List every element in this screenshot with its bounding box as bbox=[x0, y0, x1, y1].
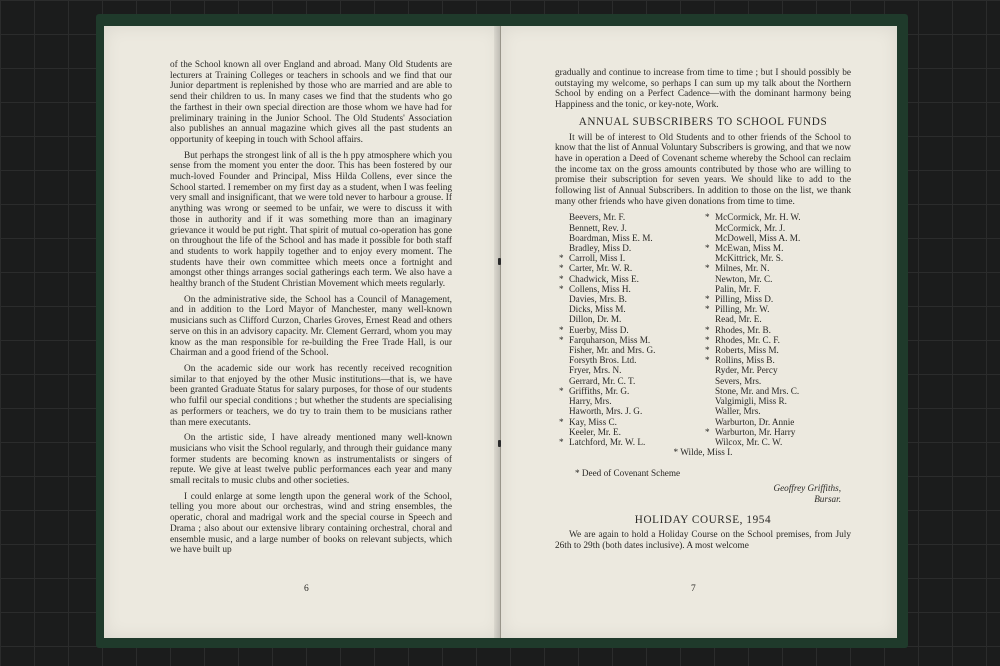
subscriber-name: Harry, Mrs. bbox=[569, 396, 612, 407]
subscriber-name: Read, Mr. E. bbox=[715, 314, 762, 325]
subscriber-name: Severs, Mrs. bbox=[715, 375, 762, 386]
subscriber-entry bbox=[705, 212, 845, 222]
subscriber-name: Forsyth Bros. Ltd. bbox=[569, 355, 637, 366]
subscriber-name: Gerrard, Mr. C. T. bbox=[569, 375, 636, 386]
covenant-star: * bbox=[559, 263, 564, 274]
covenant-star: * bbox=[559, 253, 564, 264]
left-paragraph: On the academic side our work has recently received recognition similar to that enjoyed by the other Music institutions—that is, we have been granted Graduate Status for salary purposes, for those of our students who fulfil our special conditions ; but whether the students are specialising as performers or teachers, we do try to train them to be musicians rather than mere executants. bbox=[170, 363, 452, 428]
subscriber-name: Waller, Mrs. bbox=[715, 406, 761, 417]
subscriber-entry bbox=[559, 304, 705, 314]
subscriber-entry bbox=[705, 417, 845, 427]
subscriber-entry bbox=[705, 335, 845, 345]
left-paragraph: On the artistic side, I have already mentioned many well-known musicians who visit the School regularly, and through their guidance many former students are becoming known as instrumentalists or singers of repute. We give at least twelve public performances each year and many small recitals to music clubs and other societies. bbox=[170, 433, 452, 487]
subscriber-entry bbox=[559, 386, 705, 396]
subscriber-entry bbox=[559, 253, 705, 263]
covenant-star: * bbox=[705, 263, 710, 274]
covenant-star: * bbox=[705, 304, 710, 315]
subscriber-entry bbox=[705, 437, 845, 447]
right-page-text bbox=[555, 68, 851, 557]
subscriber-entry bbox=[705, 243, 845, 253]
subscriber-entry bbox=[705, 253, 845, 263]
subscriber-name: Ryder, Mr. Percy bbox=[715, 365, 778, 376]
subscriber-name: Griffiths, Mr. G. bbox=[569, 385, 630, 396]
subscriber-name: Fisher, Mr. and Mrs. G. bbox=[569, 345, 656, 356]
subscriber-name: McCormick, Mr. J. bbox=[715, 222, 786, 233]
subscriber-entry bbox=[705, 263, 845, 273]
subscriber-entry bbox=[559, 417, 705, 427]
page-number: 6 bbox=[304, 584, 309, 594]
subscriber-lists bbox=[555, 212, 851, 447]
subscriber-entry bbox=[705, 355, 845, 365]
subscriber-wilde: * Wilde, Miss I. bbox=[673, 447, 733, 458]
subscriber-name: Carter, Mr. W. R. bbox=[569, 263, 633, 274]
subscriber-entry bbox=[559, 335, 705, 345]
subscriber-name: Roberts, Miss M. bbox=[715, 345, 779, 356]
subscriber-name: Valgimigli, Miss R. bbox=[715, 396, 787, 407]
subscriber-name: Kay, Miss C. bbox=[569, 416, 617, 427]
subscriber-name: Collens, Miss H. bbox=[569, 283, 631, 294]
subscriber-entry bbox=[559, 365, 705, 375]
subscriber-name: Latchford, Mr. W. L. bbox=[569, 436, 646, 447]
subscriber-entry bbox=[559, 345, 705, 355]
subscriber-name: Euerby, Miss D. bbox=[569, 324, 629, 335]
left-page-text bbox=[170, 60, 452, 561]
covenant-star: * bbox=[705, 426, 710, 437]
subscriber-entry bbox=[559, 376, 705, 386]
subscriber-entry bbox=[705, 406, 845, 416]
subscriber-name: Haworth, Mrs. J. G. bbox=[569, 406, 643, 417]
subscriber-entry bbox=[559, 294, 705, 304]
subscriber-list-right bbox=[705, 212, 845, 447]
subscriber-name: Rhodes, Mr. C. F. bbox=[715, 334, 780, 345]
subscriber-name: Warburton, Mr. Harry bbox=[715, 426, 796, 437]
covenant-star: * bbox=[559, 273, 564, 284]
subscriber-entry bbox=[705, 427, 845, 437]
subscriber-entry bbox=[705, 365, 845, 375]
subscriber-entry bbox=[559, 396, 705, 406]
subscriber-name: Dicks, Miss M. bbox=[569, 304, 626, 315]
covenant-star: * bbox=[559, 416, 564, 427]
left-paragraph: of the School known all over England and abroad. Many Old Students are lecturers at Training Colleges or teachers in schools and we find that our Junior department is replenished by those who are married and are able to send their children to us. In many cases we find that the students who go the farthest in their own special direction are those whom we have had for preliminary training in the Junior School. The Old Students' Association also publishes an annual magazine which gives all the past students an opportunity of keeping in touch with School affairs. bbox=[170, 60, 452, 145]
covenant-star: * bbox=[559, 324, 564, 335]
covenant-star: * bbox=[705, 212, 710, 223]
subscriber-name: Bennett, Rev. J. bbox=[569, 222, 627, 233]
subscriber-name: Stone, Mr. and Mrs. C. bbox=[715, 385, 800, 396]
left-paragraph: On the administrative side, the School has a Council of Management, and in addition to the Lord Mayor of Manchester, many well-known musicians such as Clifford Curzon, Charles Groves, Ernest Read and others serve on this in an advisory capacity. Mr. Clement Gerrard, whom you may know as the man responsible for re-building the Free Trade Hall, is our Chairman and a good friend of the School. bbox=[170, 294, 452, 359]
subscriber-name: Dillon, Dr. M. bbox=[569, 314, 622, 325]
subscriber-name: McDowell, Miss A. M. bbox=[715, 232, 801, 243]
signature-title: Bursar. bbox=[814, 493, 841, 504]
subscriber-name: Pilling, Mr. W. bbox=[715, 304, 770, 315]
page-number: 7 bbox=[691, 584, 696, 594]
subscriber-entry bbox=[705, 304, 845, 314]
subscriber-entry bbox=[705, 376, 845, 386]
subscriber-name: Fryer, Mrs. N. bbox=[569, 365, 622, 376]
subscriber-entry bbox=[559, 212, 705, 222]
subscriber-name: Keeler, Mr. E. bbox=[569, 426, 621, 437]
subscriber-name: Pilling, Miss D. bbox=[715, 294, 774, 305]
subscriber-name: Chadwick, Miss E. bbox=[569, 273, 639, 284]
subscriber-name: Davies, Mrs. B. bbox=[569, 294, 627, 305]
subscriber-entry bbox=[705, 396, 845, 406]
subscriber-list-left bbox=[555, 212, 705, 447]
subscriber-name: Palin, Mr. F. bbox=[715, 283, 761, 294]
covenant-star: * bbox=[705, 324, 710, 335]
covenant-star: * bbox=[705, 345, 710, 356]
covenant-star: * bbox=[559, 385, 564, 396]
closing-paragraph: gradually and continue to increase from time to time ; but I should possibly be outstaying my welcome, so perhaps I can sum up my talk about the Northern School by ending on a Perfect Cadence—with the dominant harmony being Happiness and the tonic, or key-note, Work. bbox=[555, 68, 851, 111]
subscriber-name: Farquharson, Miss M. bbox=[569, 334, 651, 345]
covenant-star: * bbox=[559, 334, 564, 345]
subscribers-intro: It will be of interest to Old Students and to other friends of the School to know that the list of Annual Voluntary Subscribers is growing, and that we now have in operation a Deed of Covenant scheme whereby the School can reclaim the income tax on the gross amounts contributed by those who are willing to promise their subscription for seven years. We should like to add to the following list of Annual Subscribers. In addition to those on the list, we thank many other friends who have given donations from time to time. bbox=[555, 132, 851, 207]
subscriber-name: Newton, Mr. C. bbox=[715, 273, 773, 284]
subscriber-name: Beevers, Mr. F. bbox=[569, 212, 626, 223]
subscriber-entry bbox=[705, 314, 845, 324]
subscriber-entry bbox=[705, 294, 845, 304]
covenant-star: * bbox=[705, 355, 710, 366]
signature-name: Geoffrey Griffiths, bbox=[773, 482, 841, 493]
covenant-star: * bbox=[705, 243, 710, 254]
holiday-text: We are again to hold a Holiday Course on the School premises, from July 26th to 29th (both dates inclusive). A most welcome bbox=[555, 530, 851, 551]
subscriber-name: McCormick, Mr. H. W. bbox=[715, 212, 801, 223]
subscriber-name: Rhodes, Mr. B. bbox=[715, 324, 771, 335]
left-paragraph: But perhaps the strongest link of all is the h ppy atmosphere which you sense from the moment you enter the door. This has been fostered by our much-loved Founder and Principal, Miss Hilda Collens, ever since the School started. I remember on my first day as a student, when I was feeling very small and insignificant, that we were told never to harbour a grouse. If anything was wrong or seemed to be unfair, we were to discuss it with those in authority and if it was something more than an imaginary grievance it would be put right. That spirit of mutual co-operation has gone on throughout the life of the School and has made it possible for both staff and students to work happily together and to enjoy every moment. The students have their own committee which meets once a fortnight and amongst other things arranges social gatherings each term. We also have a healthy branch of the Student Christian Movement which meets regularly. bbox=[170, 150, 452, 290]
subscribers-heading: ANNUAL SUBSCRIBERS TO SCHOOL FUNDS bbox=[578, 115, 828, 128]
covenant-note: * Deed of Covenant Scheme bbox=[575, 467, 681, 478]
subscriber-entry bbox=[705, 223, 845, 233]
subscriber-entry bbox=[559, 223, 705, 233]
subscriber-entry bbox=[559, 284, 705, 294]
covenant-star: * bbox=[559, 283, 564, 294]
left-page bbox=[104, 26, 501, 638]
subscriber-name: Bradley, Miss D. bbox=[569, 243, 632, 254]
subscriber-entry bbox=[705, 284, 845, 294]
subscriber-name: Rollins, Miss B. bbox=[715, 355, 775, 366]
subscriber-entry bbox=[559, 233, 705, 243]
subscriber-entry bbox=[559, 274, 705, 284]
covenant-star: * bbox=[705, 294, 710, 305]
left-paragraph: I could enlarge at some length upon the general work of the School, telling you more about our orchestras, wind and string ensembles, the operatic, choral and madrigal work and the special course in Speech and Drama ; also about our extensive library containing orchestral, choral and ensemble music, and a large number of books on relevant subjects, which we have built up bbox=[170, 491, 452, 556]
covenant-star: * bbox=[559, 436, 564, 447]
subscriber-name: Wilcox, Mr. C. W. bbox=[715, 436, 783, 447]
subscriber-entry bbox=[559, 263, 705, 273]
subscriber-entry bbox=[559, 437, 705, 447]
subscriber-entry bbox=[559, 355, 705, 365]
subscriber-entry bbox=[705, 274, 845, 284]
subscriber-entry bbox=[559, 314, 705, 324]
subscriber-entry bbox=[705, 345, 845, 355]
subscriber-name: McKittrick, Mr. S. bbox=[715, 253, 784, 264]
subscriber-entry bbox=[705, 325, 845, 335]
subscriber-entry bbox=[559, 406, 705, 416]
subscriber-name: McEwan, Miss M. bbox=[715, 243, 784, 254]
subscriber-name: Boardman, Miss E. M. bbox=[569, 232, 653, 243]
covenant-star: * bbox=[705, 334, 710, 345]
subscriber-entry bbox=[705, 386, 845, 396]
right-page bbox=[501, 26, 897, 638]
subscriber-entry bbox=[705, 233, 845, 243]
subscriber-entry bbox=[559, 427, 705, 437]
subscriber-entry bbox=[559, 243, 705, 253]
subscriber-name: Warburton, Dr. Annie bbox=[715, 416, 795, 427]
subscriber-entry bbox=[559, 325, 705, 335]
subscriber-name: Milnes, Mr. N. bbox=[715, 263, 770, 274]
subscriber-name: Carroll, Miss I. bbox=[569, 253, 626, 264]
holiday-heading: HOLIDAY COURSE, 1954 bbox=[634, 513, 772, 526]
